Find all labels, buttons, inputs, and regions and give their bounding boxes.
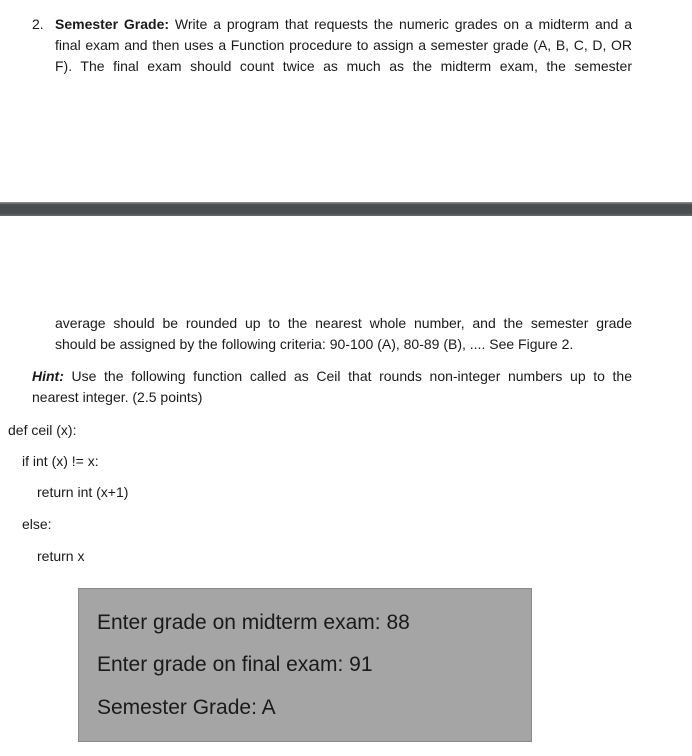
hint-paragraph: [32, 366, 632, 408]
figure-line-semester-grade: Semester Grade: A: [97, 696, 276, 719]
code-line-def: def ceil (x):: [8, 422, 77, 438]
question-text-part1: [55, 14, 632, 77]
hint-line-2: nearest integer. (2.5 points): [32, 389, 203, 405]
code-line-return-int: return int (x+1): [37, 484, 129, 500]
question-text-part2: [55, 313, 632, 355]
question-line-1: Write a program that requests the numeric grades on a midterm and a: [169, 16, 632, 32]
code-line-return-x: return x: [37, 548, 85, 564]
question-title: Semester Grade:: [55, 16, 170, 32]
figure-line-midterm: Enter grade on midterm exam: 88: [97, 611, 410, 634]
figure-line-final: Enter grade on final exam: 91: [97, 653, 373, 676]
hint-label: Hint:: [32, 368, 64, 384]
page-break-divider: [0, 202, 692, 216]
question-line-3: F). The final exam should count twice as much as the midterm exam, the semester: [55, 58, 632, 74]
question-continuation-2: should be assigned by the following criteria: 90-100 (A), 80-89 (B), .... See Figure 2.: [55, 336, 574, 352]
question-continuation-1: average should be rounded up to the nearest whole number, and the semester grade: [55, 315, 632, 331]
hint-line-1: Use the following function called as Ceil that rounds non-integer numbers up to the: [63, 368, 632, 384]
question-number: 2.: [32, 16, 44, 32]
code-line-if: if int (x) != x:: [22, 453, 99, 469]
figure-2-output-box: [78, 588, 532, 742]
code-line-else: else:: [22, 516, 52, 532]
question-line-2: final exam and then uses a Function procedure to assign a semester grade (A, B, C, D, OR: [55, 37, 632, 53]
